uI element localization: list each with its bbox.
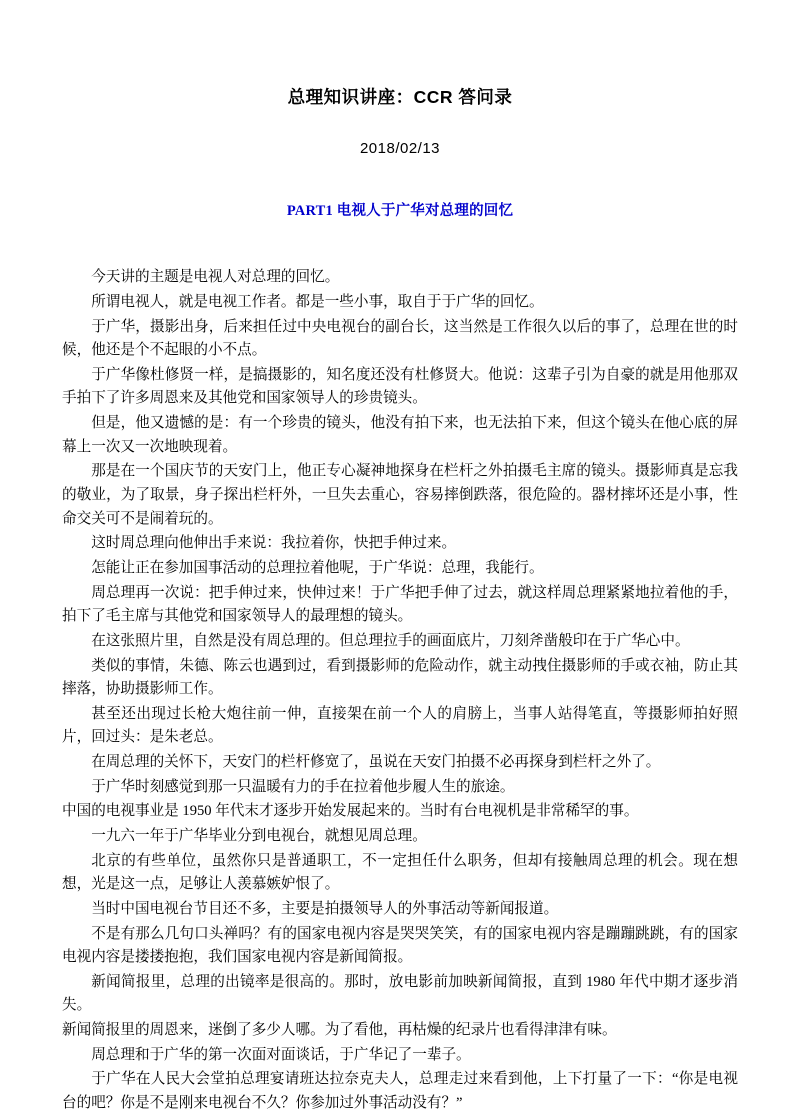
paragraph: 在这张照片里，自然是没有周总理的。但总理拉手的画面底片，刀刻斧凿般印在于广华心中。: [91, 632, 690, 649]
paragraph: 甚至还出现过长枪大炮往前一伸，直接架在前一个人的肩膀上，当事人站得笔直，等摄影师拍好照片，回过头：是朱老总。: [62, 705, 738, 746]
paragraph: 周总理再一次说：把手伸过来，快伸过来！于广华把手伸了过去，就这样周总理紧紧地拉着他的手，拍下了毛主席与其他党和国家领导人的最理想的镜头。: [62, 584, 738, 625]
document-body: [62, 266, 738, 1115]
paragraph: 当时中国电视台节目还不多，主要是拍摄领导人的外事活动等新闻报道。: [91, 900, 559, 917]
paragraph: 所谓电视人，就是电视工作者。都是一些小事，取自于于广华的回忆。: [91, 293, 544, 310]
paragraph: 中国的电视事业是 1950 年代末才逐步开始发展起来的。当时有台电视机是非常稀罕的事。: [62, 803, 639, 820]
paragraph: 今天讲的主题是电视人对总理的回忆。: [91, 269, 340, 286]
paragraph: 这时周总理向他伸出手来说：我拉着你，快把手伸过来。: [91, 535, 457, 552]
paragraph: 在周总理的关怀下，天安门的栏杆修宽了，虽说在天安门拍摄不必再探身到栏杆之外了。: [91, 754, 661, 771]
paragraph: 新闻简报里的周恩来，迷倒了多少人哪。为了看他，再枯燥的纪录片也看得津津有味。: [62, 1022, 617, 1039]
paragraph: 不是有那么几句口头禅吗？有的国家电视内容是哭哭笑笑，有的国家电视内容是蹦蹦跳跳，有的国家电视内容是搂搂抱抱，我们国家电视内容是新闻简报。: [62, 925, 738, 966]
section-heading: PART1 电视人于广华对总理的回忆: [286, 203, 514, 220]
paragraph: 于广华时刻感觉到那一只温暖有力的手在拉着他步履人生的旅途。: [91, 778, 515, 795]
paragraph: 一九六一年于广华毕业分到电视台，就想见周总理。: [91, 827, 427, 844]
paragraph: 怎能让正在参加国事活动的总理拉着他呢，于广华说：总理，我能行。: [91, 559, 544, 576]
paragraph: 北京的有些单位，虽然你只是普通职工，不一定担任什么职务，但却有接触周总理的机会。现在想想，光是这一点，足够让人羡慕嫉妒恨了。: [62, 852, 738, 893]
paragraph: 但是，他又遗憾的是：有一个珍贵的镜头，他没有拍下来，也无法拍下来，但这个镜头在他心底的屏幕上一次又一次地映现着。: [62, 415, 738, 455]
paragraph: 于广华，摄影出身，后来担任过中央电视台的副台长，这当然是工作很久以后的事了，总理在世的时候，他还是个不起眼的小不点。: [62, 318, 738, 359]
paragraph: 那是在一个国庆节的天安门上，他正专心凝神地探身在栏杆之外拍摄毛主席的镜头。摄影师真是忘我的敬业，为了取景，身子探出栏杆外，一旦失去重心，容易摔倒跌落，很危险的。器材摔坏还是小事，性命交关可不是闹着玩的。: [62, 463, 738, 527]
document-date: 2018/02/13: [359, 140, 441, 158]
paragraph: 类似的事情，朱德、陈云也遇到过，看到摄影师的危险动作，就主动拽住摄影师的手或衣袖，防止其摔落，协助摄影师工作。: [62, 657, 738, 698]
paragraph: 新闻简报里，总理的出镜率是很高的。那时，放电影前加映新闻简报，直到 1980 年代中期才逐步消失。: [62, 973, 738, 1014]
paragraph: 周总理和于广华的第一次面对面谈话，于广华记了一辈子。: [91, 1046, 471, 1063]
paragraph: 于广华在人民大会堂拍总理宴请班达拉奈克夫人，总理走过来看到他，上下打量了一下：“你是电视台的吧？你是不是刚来电视台不久？你参加过外事活动没有？”: [62, 1071, 738, 1112]
paragraph: 于广华像杜修贤一样，是搞摄影的，知名度还没有杜修贤大。他说：这辈子引为自豪的就是用他那双手拍下了许多周恩来及其他党和国家领导人的珍贵镜头。: [62, 366, 738, 407]
page-title: 总理知识讲座：CCR 答问录: [287, 87, 513, 107]
